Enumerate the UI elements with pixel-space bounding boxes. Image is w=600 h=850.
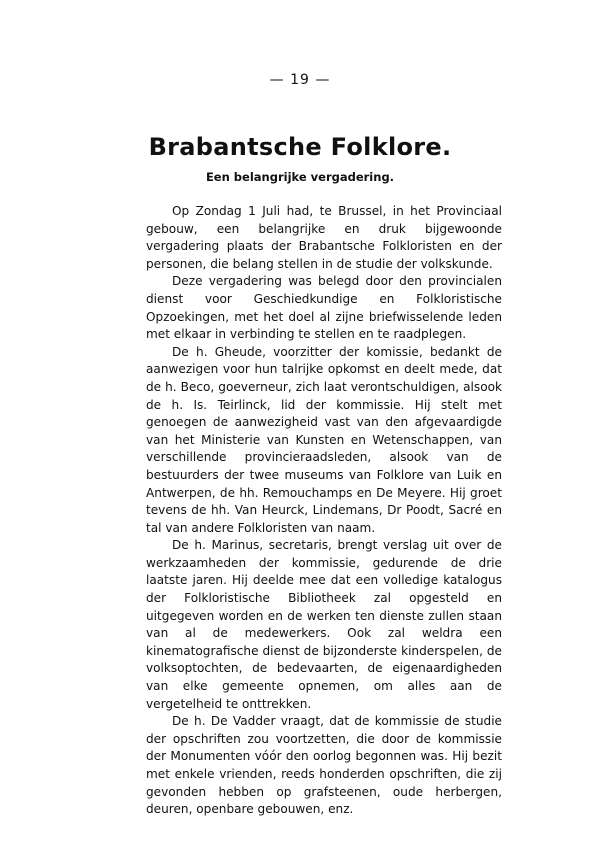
article-title: Brabantsche Folklore. [148,133,452,161]
paragraph: Deze vergadering was belegd door den provincialen dienst voor Geschiedkundige en Folkloristische Opzoekingen, met het doel al zijne briefwisselende leden met elkaar in verbinding te stellen en te raadplegen. [146,274,502,342]
paragraph: De h. Gheude, voorzitter der komissie, bedankt de aanwezigen voor hun talrijke opkomst en deelt mede, dat de h. Beco, goeverneur, zich laat verontschuldigen, alsook de h. Is. Teirlinck, lid der kommissie. Hij stelt met genoegen de aanwezigheid vast van den afgevaardigde van het Ministerie van Kunsten en Wetenschappen, van verschillende provincieraadsleden, alsook van de bestuurders der twee museums van Folklore van Luik en Antwerpen, de hh. Remouchamps en De Meyere. Hij groet tevens de hh. Van Heurck, Lindemans, Dr Poodt, Sacré en tal van andere Folkloristen van naam. [146,344,502,535]
paragraph: Op Zondag 1 Juli had, te Brussel, in het Provinciaal gebouw, een belangrijke en druk bijgewoonde vergadering plaats der Brabantsche Folkloristen en der personen, die belang stellen in de studie der volkskunde. [146,204,502,271]
paragraph: De h. De Vadder vraagt, dat de kommissie de studie der opschriften zou voortzetten, die door de kommissie der Monumenten vóór den oorlog begonnen was. Hij bezit met enkele vrienden, reeds honderden opschriften, die zij gevonden hebben op grafsteenen, oude herbergen, deuren, openbare gebouwen, enz. [146,714,502,817]
article-body [146,203,502,819]
page-number: — 19 — [269,72,331,88]
paragraph: De h. Marinus, secretaris, brengt verslag uit over de werkzaamheden der kommissie, gedurende de drie laatste jaren. Hij deelde mee dat een volledige katalogus der Folkloristische Bibliotheek zal opgesteld en uitgegeven worden en de werken ten dienste zullen staan van al de medewerkers. Ook zal weldra een kinematografische dienst de bijzonderste kinderspelen, de volksoptochten, de bedevaarten, de eigenaardigheden van elke gemeente opnemen, om alles aan de vergetelheid te onttrekken. [146,538,502,711]
article-subtitle: Een belangrijke vergadering. [205,170,395,184]
